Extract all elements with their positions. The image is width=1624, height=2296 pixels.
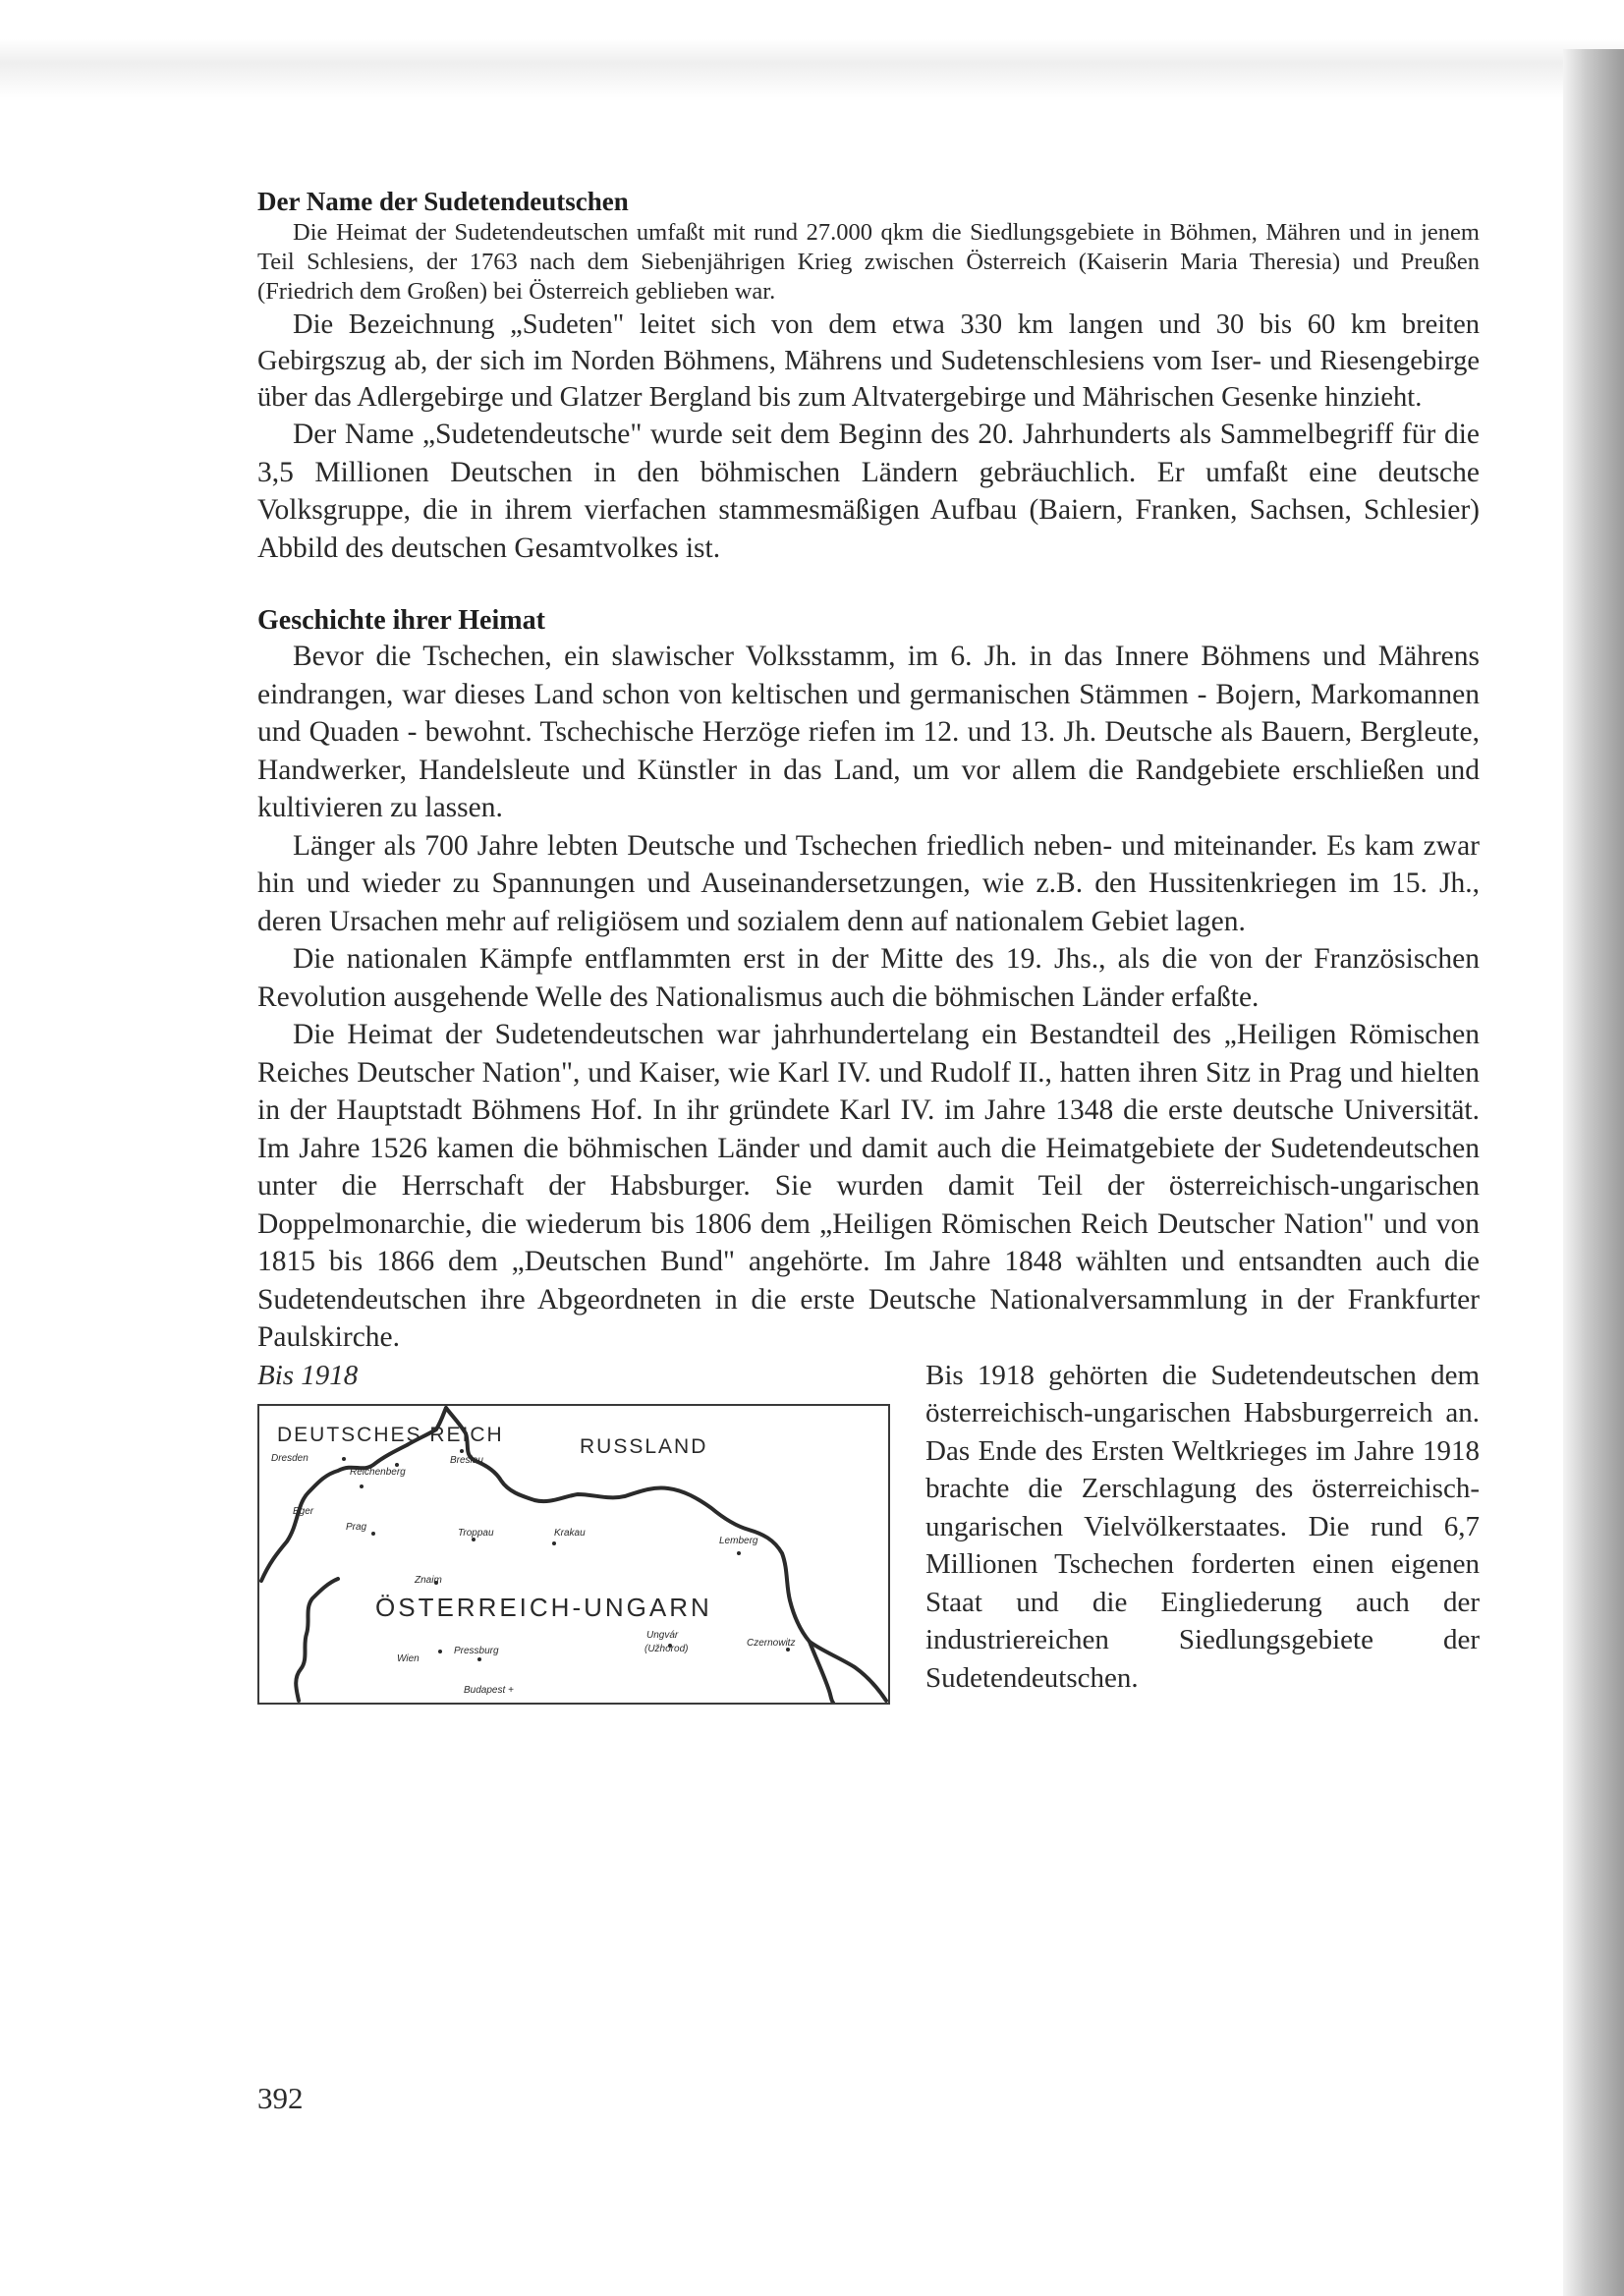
map-city-budapest: Budapest + (464, 1684, 514, 1696)
figure-block (257, 1357, 1480, 1848)
figure-side-text (925, 1357, 1480, 1698)
map-city-uzhorod: (Užhorod) (644, 1643, 689, 1654)
paragraph: Bis 1918 gehörten die Sudetendeutschen dem österreichisch-ungarischen Habsburgerreich an. Das Ende des Ersten Weltkrieges im Jahre 1918 brachte die Zerschlagung des österreichisch-ungarischen Vielvölkerstaates. Die rund 6,7 Millionen Tschechen forderten einen eigenen Staat und die Eingliederung auch der industriereichen Siedlungsgebiete der Sudetendeutschen. (925, 1359, 1480, 1694)
paragraph: Der Name „Sudetendeutsche" wurde seit dem Beginn des 20. Jahrhunderts als Sammelbegriff für die 3,5 Millionen Deutschen in den böhmischen Ländern gebräuchlich. Er umfaßt eine deutsche Volksgruppe, die in ihrem vierfachen stammesmäßigen Aufbau (Baiern, Franken, Sachsen, Schlesier) Abbild des deutschen Gesamtvolkes ist. (257, 419, 1480, 564)
map-city-krakau: Krakau (554, 1527, 586, 1539)
map-borders (259, 1406, 888, 1703)
figure-caption: Bis 1918 (257, 1359, 359, 1391)
map-city-czernowitz: Czernowitz (747, 1637, 796, 1649)
map-label-russia: RUSSLAND (580, 1434, 708, 1458)
map-city-breslau: Breslau (450, 1454, 483, 1466)
historical-map (257, 1404, 890, 1705)
map-city-dresden: Dresden (271, 1452, 308, 1464)
map-city-troppau: Troppau (458, 1527, 494, 1539)
map-city-wien: Wien (397, 1652, 420, 1664)
section-heading-history: Geschichte ihrer Heimat (257, 605, 545, 636)
map-city-ungvar: Ungvár (646, 1629, 679, 1641)
paragraph: Die nationalen Kämpfe entflammten erst in der Mitte des 19. Jhs., als die von der Französischen Revolution ausgehende Welle des Nationalismus auch die böhmischen Länder erfaßte. (257, 943, 1480, 1013)
paragraph: Bevor die Tschechen, ein slawischer Volksstamm, im 6. Jh. in das Innere Böhmens und Mährens eindrangen, war dieses Land schon von keltischen und germanischen Stämmen - Bojern, Markomannen und Quaden - bewohnt. Tschechische Herzöge riefen im 12. und 13. Jh. Deutsche als Bauern, Bergleute, Handwerker, Handelsleute und Künstler in das Land, um vor allem die Randgebiete erschließen und kultivieren zu lassen. (257, 641, 1480, 823)
scan-shadow-top (0, 39, 1624, 98)
map-city-reichenberg: Reichenberg (350, 1466, 406, 1478)
paragraph: Die Bezeichnung „Sudeten" leitet sich von dem etwa 330 km langen und 30 bis 60 km breiten Gebirgszug ab, der sich im Norden Böhmens, Mährens und Sudetenschlesiens vom Iser- und Riesengebirge über das Adlergebirge und Glatzer Bergland bis zum Altvatergebirge und Mährischen Gesenke hinzieht. (257, 309, 1480, 413)
map-city-znaim: Znaim (415, 1574, 442, 1586)
map-label-germany: DEUTSCHES REICH (277, 1423, 504, 1446)
page-number: 392 (257, 2081, 304, 2115)
map-city-prag: Prag (346, 1521, 367, 1533)
paragraph: Länger als 700 Jahre lebten Deutsche und Tschechen friedlich neben- und miteinander. Es kam zwar hin und wieder zu Spannungen und Auseinandersetzungen, wie z.B. den Hussitenkriegen im 15. Jh., deren Ursachen mehr auf religiösem und sozialem denn auf nationalem Gebiet lagen. (257, 829, 1480, 937)
map-label-austria-hungary: ÖSTERREICH-UNGARN (375, 1592, 712, 1622)
map-city-eger: Eger (293, 1505, 314, 1517)
map-city-pressburg: Pressburg (454, 1645, 499, 1656)
paragraph: Die Heimat der Sudetendeutschen umfaßt mit rund 27.000 qkm die Siedlungsgebiete in Böhmen, Mähren und in jenem Teil Schlesiens, der 1763 nach dem Siebenjährigen Krieg zwischen Österreich (Kaiserin Maria Theresia) und Preußen (Friedrich dem Großen) bei Österreich geblieben war. (257, 219, 1480, 305)
map-city-lemberg: Lemberg (719, 1535, 758, 1546)
page-content (257, 185, 1480, 1848)
section-heading-name: Der Name der Sudetendeutschen (257, 187, 629, 216)
scan-shadow-right (1563, 49, 1624, 2296)
paragraph: Die Heimat der Sudetendeutschen war jahrhundertelang ein Bestandteil des „Heiligen Römischen Reiches Deutscher Nation", und Kaiser, wie Karl IV. und Rudolf II., hatten ihren Sitz in Prag und hielten in der Hauptstadt Böhmens Hof. In ihr gründete Karl IV. im Jahre 1348 die erste deutsche Universität. Im Jahre 1526 kamen die böhmischen Länder und damit auch die Heimatgebiete der Sudetendeutschen unter die Herrschaft der Habsburger. Sie wurden damit Teil der österreichisch-ungarischen Doppelmonarchie, die wiederum bis 1806 dem „Heiligen Römischen Reich Deutscher Nation" und von 1815 bis 1866 dem „Deutschen Bund" angehörte. Im Jahre 1848 wählten und entsandten auch die Sudetendeutschen ihre Abgeordneten in die erste Deutsche Nationalversammlung in der Frankfurter Paulskirche. (257, 1019, 1480, 1353)
